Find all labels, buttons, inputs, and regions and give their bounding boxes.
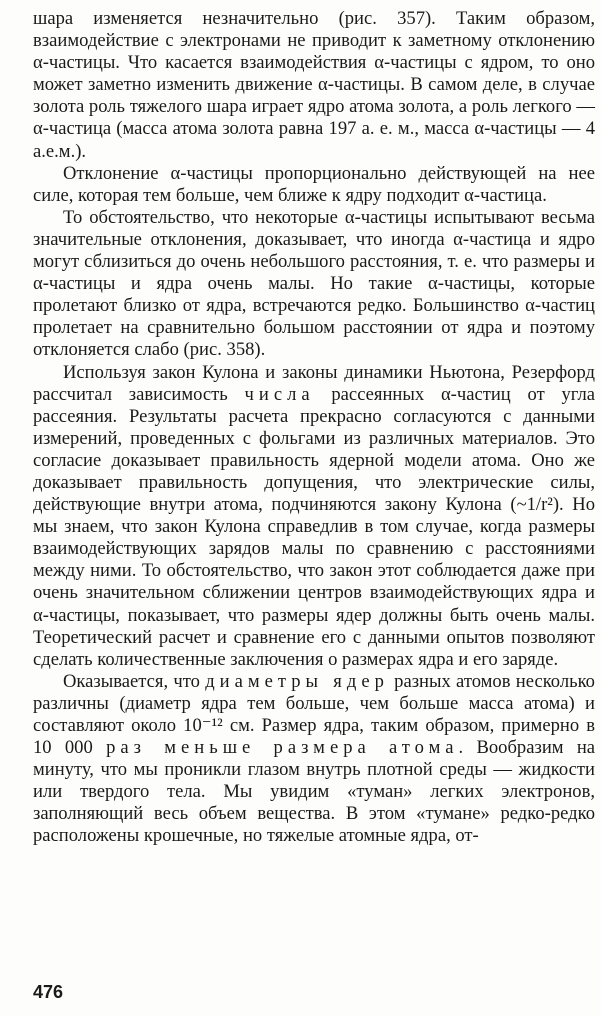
text-run: рассеянных α-частиц от угла рассеяния. Результаты расчета прекрасно согласуются с данными измерений, проведенных с фольгами из различных материалов. Это согласие доказывает правильность ядерной модели атома. Оно же доказывает правильность допущения, что электрические силы, действующие внутри атома, подчиняются закону Кулона (~1/r²). Но мы знаем, что закон Кулона справедлив в том случае, когда размеры взаимодействующих зарядов малы по сравнению с расстояниями между ними. То обстоятельство, что закон этот соблюдается даже при очень значительном сближении центров взаимодействующих ядра и α-частицы, показывает, что размеры ядер должны быть очень малы. Теоретический расчет и сравнение его с данными опытов позволяют сделать количественные заключения о размерах ядра и его заряде.: [33, 383, 595, 670]
paragraph-3: То обстоятельство, что некоторые α-частицы испытывают весьма значительные отклонения, доказывает, что иногда α-частица и ядро могут сблизиться до очень небольшого расстояния, т. е. что размеры и α-частицы и ядра очень малы. Но такие α-частицы, которые пролетают близко от ядра, встречаются редко. Большинство α-частиц пролетает на сравнительно большом расстоянии от ядра и поэтому отклоняется слабо (рис. 358).: [33, 206, 595, 361]
spaced-emphasis: диаметры ядер: [205, 670, 389, 692]
text-run: Оказывается, что: [63, 670, 206, 692]
spaced-emphasis: раз меньше размера атома: [106, 737, 459, 759]
spaced-emphasis: числа: [244, 383, 315, 405]
page-number: 476: [33, 982, 64, 1002]
paragraph-2: Отклонение α-частицы пропорционально действующей на нее силе, которая тем больше, чем ближе к ядру подходит α-частица.: [33, 162, 595, 206]
body-text: [33, 8, 595, 848]
paragraph-1: шара изменяется незначительно (рис. 357). Таким образом, взаимодействие с электронами не приводит к заметному отклонению α-частицы. Что касается взаимодействия α-частицы с ядром, то оно может заметно изменить движение α-частицы. В самом деле, в случае золота роль тяжелого шара играет ядро атома золота, а роль легкого — α-частица (масса атома золота равна 197 а. е. м., масса α-частицы — 4 а.е.м.).: [33, 8, 595, 162]
paragraph-5: [33, 671, 595, 848]
paragraph-4: [33, 362, 595, 671]
text-run: . Вообразим на минуту, что мы проникли глазом внутрь плотной среды — жидкости или твердого тела. Мы увидим «туман» легких электронов, заполняющий весь объем вещества. В этом «тумане» редко-редко расположены крошечные, но тяжелые атомные ядра, от-: [33, 737, 596, 847]
text-run: разных атомов несколько различны (диаметр ядра тем больше, чем больше масса атома) и составляют около 10⁻¹² см. Размер ядра, таким образом, примерно в 10 000: [33, 670, 595, 759]
text-run: Используя закон Кулона и законы динамики Ньютона, Резерфорд рассчитал зависимость: [33, 361, 595, 405]
